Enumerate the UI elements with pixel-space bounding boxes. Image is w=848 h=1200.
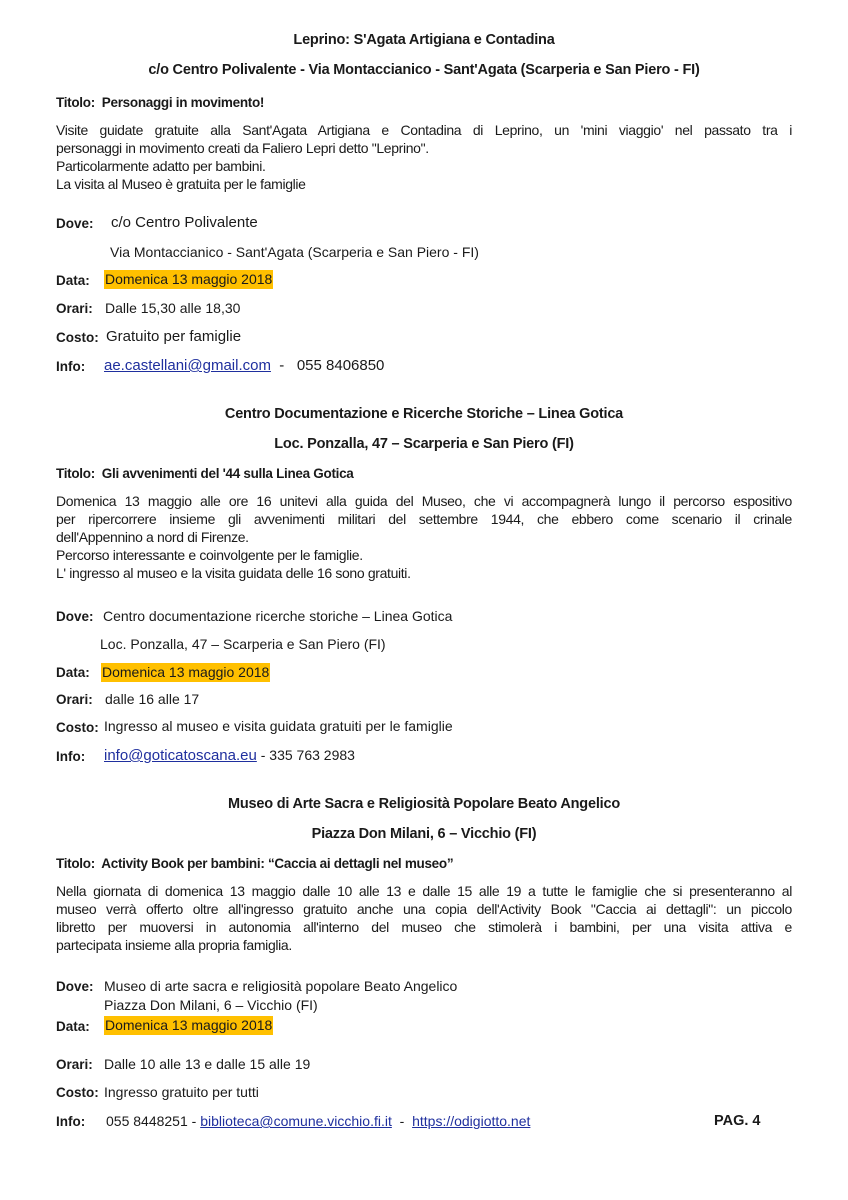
dove-label: Dove: [56,979,94,994]
description-line: Percorso interessante e coinvolgente per le famiglie. [56,547,363,563]
dove-value: Centro documentazione ricerche storiche – Linea Gotica [103,608,453,624]
costo-label: Costo: [56,1085,99,1100]
info-label: Info: [56,1114,86,1129]
titolo-label: Titolo: [56,95,95,110]
event-title-line [56,95,264,110]
dove-value-line2: Loc. Ponzalla, 47 – Scarperia e San Piero (FI) [100,636,386,652]
orari-value: Dalle 15,30 alle 18,30 [105,300,241,316]
description-line: libretto per muoversi in autonomia all'interno del museo che stimolerà i bambini, per una visita attiva e [56,919,792,935]
event-title-line [56,466,354,481]
data-label: Data: [56,665,90,680]
titolo-label: Titolo: [56,856,95,871]
description-line: Particolarmente adatto per bambini. [56,158,266,174]
event-heading: Museo di Arte Sacra e Religiosità Popolare Beato Angelico [227,796,621,812]
page-number: PAG. 4 [714,1113,761,1129]
event-heading: Leprino: S'Agata Artigiana e Contadina [293,32,555,48]
date-highlight: Domenica 13 maggio 2018 [102,664,270,680]
date-highlight: Domenica 13 maggio 2018 [105,271,273,287]
data-label: Data: [56,1019,90,1034]
dove-label: Dove: [56,216,94,231]
costo-value: Ingresso al museo e visita guidata gratuiti per le famiglie [104,718,453,734]
info-label: Info: [56,359,86,374]
event-heading: Centro Documentazione e Ricerche Storiche – Linea Gotica [224,406,624,422]
event-date [104,271,273,287]
event-title-line [56,856,453,871]
info-separator: - [187,1113,201,1129]
orari-value: dalle 16 alle 17 [105,691,200,707]
data-label: Data: [56,273,90,288]
description-line: personaggi in movimento creati da Faliero Lepri detto "Leprino". [56,140,429,156]
email-link[interactable]: ae.castellani@gmail.com [104,357,271,374]
costo-value: Ingresso gratuito per tutti [104,1084,259,1100]
email-link[interactable]: info@goticatoscana.eu [104,747,257,764]
titolo-label: Titolo: [56,466,95,481]
orari-value: Dalle 10 alle 13 e dalle 15 alle 19 [104,1056,311,1072]
phone-number: 335 763 2983 [269,747,355,763]
dove-value-line2: Via Montaccianico - Sant'Agata (Scarperia e San Piero - FI) [110,244,479,260]
phone-number: 055 8448251 [106,1113,188,1129]
date-highlight: Domenica 13 maggio 2018 [105,1017,273,1033]
orari-label: Orari: [56,301,93,316]
event-date [101,664,270,680]
event-title: Activity Book per bambini: “Caccia ai dettagli nel museo” [101,856,454,871]
dove-label: Dove: [56,609,94,624]
event-description [56,882,792,954]
info-label: Info: [56,749,86,764]
event-subheading: Piazza Don Milani, 6 – Vicchio (FI) [311,826,537,842]
event-description [56,492,792,582]
event-date [104,1017,273,1033]
event-title: Gli avvenimenti del '44 sulla Linea Gotica [101,466,354,481]
orari-label: Orari: [56,1057,93,1072]
description-line: L' ingresso al museo e la visita guidata delle 16 sono gratuiti. [56,565,411,581]
info-separator: - [256,747,270,763]
description-line: dell'Appennino a nord di Firenze. [56,529,249,545]
email-link[interactable]: biblioteca@comune.vicchio.fi.it [200,1113,392,1129]
dove-value-line2: Piazza Don Milani, 6 – Vicchio (FI) [104,997,318,1013]
dove-value: c/o Centro Polivalente [111,214,258,231]
description-line: partecipata insieme alla propria famiglia. [56,937,292,953]
event-subheading: c/o Centro Polivalente - Via Montaccianico - Sant'Agata (Scarperia e San Piero - FI) [148,62,700,78]
orari-label: Orari: [56,692,93,707]
info-value [106,1113,530,1129]
description-line: Domenica 13 maggio alle ore 16 unitevi alla guida del Museo, che vi accompagnerà lungo il percorso espositivo [56,493,792,509]
event-description [56,121,792,193]
dove-value: Museo di arte sacra e religiosità popolare Beato Angelico [104,978,458,994]
event-title: Personaggi in movimento! [101,95,265,110]
description-line: Nella giornata di domenica 13 maggio dalle 10 alle 13 e dalle 15 alle 19 a tutte le famiglie che si presenteranno al [56,883,792,899]
costo-label: Costo: [56,720,99,735]
costo-value: Gratuito per famiglie [106,328,242,345]
info-separator: - [391,1113,413,1129]
event-subheading: Loc. Ponzalla, 47 – Scarperia e San Piero (FI) [274,436,574,452]
description-line: museo verrà offerto oltre all'ingresso gratuito anche una copia dell'Activity Book "Caccia ai dettagli": un piccolo [56,901,792,917]
website-link[interactable]: https://odigiotto.net [412,1113,531,1129]
description-line: Visite guidate gratuite alla Sant'Agata Artigiana e Contadina di Leprino, un 'mini viaggio' nel passato tra i [56,122,792,138]
description-line: per ripercorrere insieme gli avvenimenti militari del settembre 1944, che ebbero come scenario il crinale [56,511,792,527]
info-value [104,357,384,374]
description-line: La visita al Museo è gratuita per le famiglie [56,176,306,192]
info-value [104,747,355,764]
phone-number: 055 8406850 [296,357,385,374]
costo-label: Costo: [56,330,99,345]
info-separator: - [270,357,293,374]
